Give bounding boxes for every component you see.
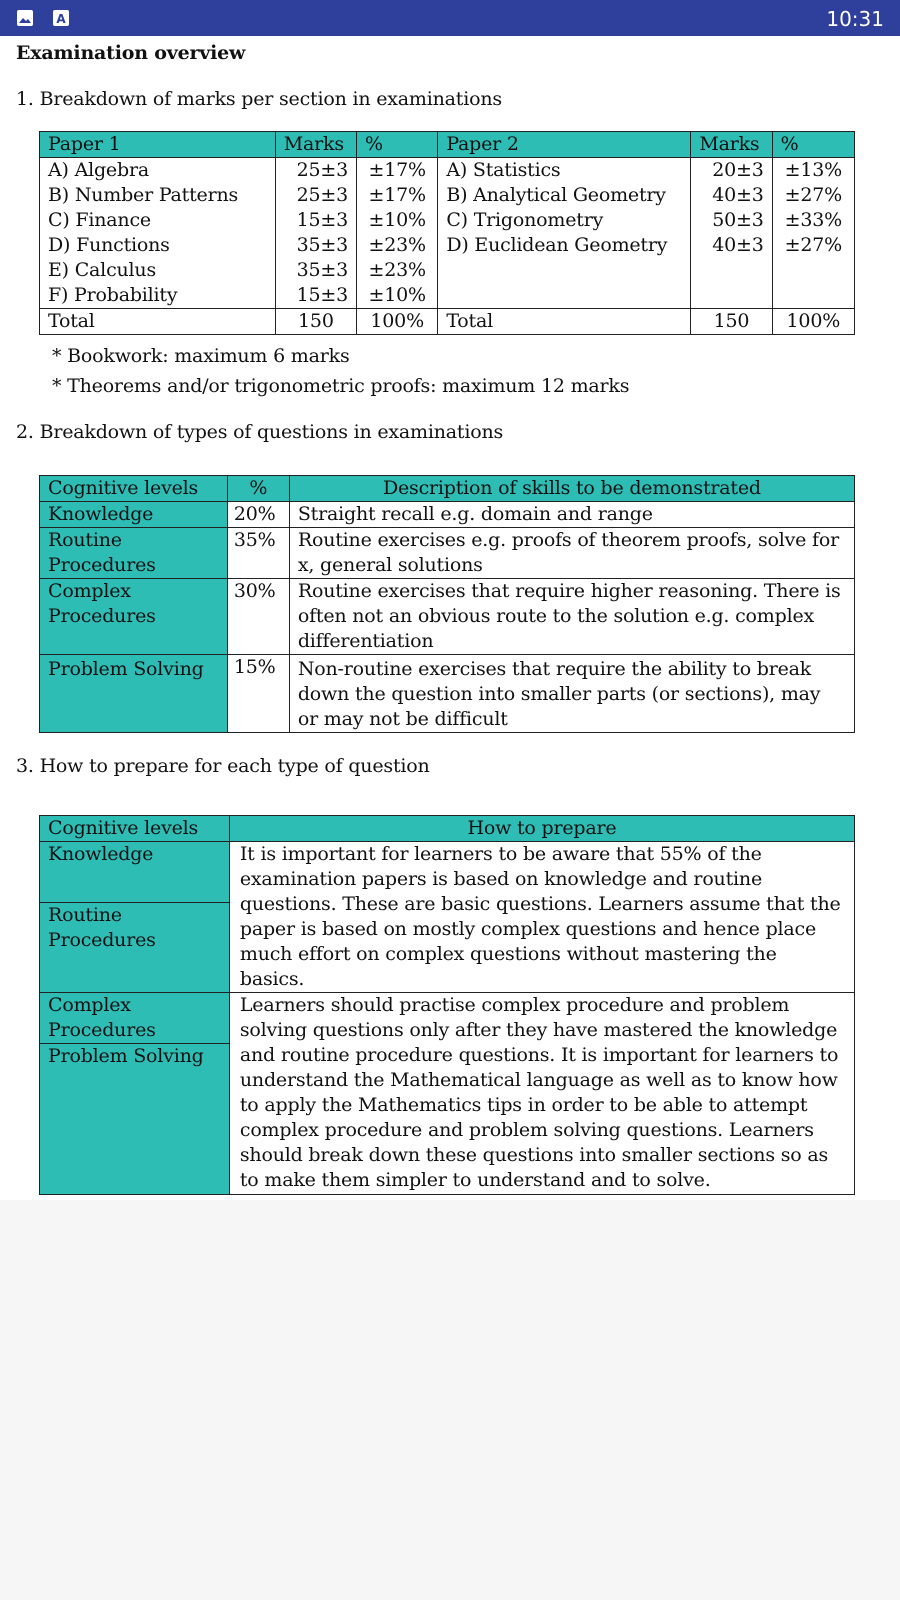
section-2-heading: 2. Breakdown of types of questions in examinations [16, 421, 504, 443]
cell: ±10% [357, 208, 438, 233]
document-page[interactable] [0, 36, 900, 1200]
cell: Non-routine exercises that require the ability to break down the question into smaller parts (or sections), may or may not be difficult [289, 655, 854, 733]
cell: Learners should practise complex procedure and problem solving questions only after they have mastered the knowledge and routine procedure questions. It is important for learners to understand the Mathematical language as well as to know how to apply the Mathematics tips in order to be able to attempt complex procedure and problem solving questions. Learners should break down these questions into smaller sections so as to make them simpler to understand and to solve. [229, 993, 854, 1195]
header-cell: Description of skills to be demonstrated [289, 476, 854, 502]
cell: D) Functions [40, 233, 276, 258]
cell: Routine Procedures [40, 528, 228, 579]
cell: ±27% [772, 233, 854, 258]
table-row [40, 579, 855, 655]
header-cell: Marks [691, 132, 772, 158]
cell: F) Probability [40, 283, 276, 309]
cell: Complex Procedures [40, 993, 230, 1044]
table-row [40, 158, 855, 184]
cell: D) Euclidean Geometry [438, 233, 691, 258]
cell: Straight recall e.g. domain and range [289, 502, 854, 528]
status-bar [0, 0, 900, 36]
font-a-icon [52, 9, 70, 27]
cell: A) Algebra [40, 158, 276, 184]
cell: Problem Solving [40, 1044, 230, 1195]
header-cell: % [357, 132, 438, 158]
cell: ±13% [772, 158, 854, 184]
cell: 100% [772, 309, 854, 335]
cell: ±17% [357, 158, 438, 184]
table-row [40, 842, 855, 903]
cell: 15±3 [275, 283, 356, 309]
cell: Complex Procedures [40, 579, 228, 655]
question-types-header [40, 476, 855, 502]
cell: Knowledge [40, 842, 230, 903]
cell: ±33% [772, 208, 854, 233]
cell: 15±3 [275, 208, 356, 233]
cell: ±10% [357, 283, 438, 309]
cell: ±23% [357, 233, 438, 258]
cell: It is important for learners to be aware that 55% of the examination papers is based on knowledge and routine questions. These are basic questions. Learners assume that the paper is based on mostly complex questions and hence place much effort on complex questions without mastering the basics. [229, 842, 854, 993]
marks-table [39, 131, 855, 335]
cell: Knowledge [40, 502, 228, 528]
header-cell: How to prepare [229, 816, 854, 842]
question-types-table [39, 475, 855, 733]
section-1-heading: 1. Breakdown of marks per section in examinations [16, 88, 502, 110]
cell: C) Trigonometry [438, 208, 691, 233]
cell: Total [40, 309, 276, 335]
cell: 40±3 [691, 183, 772, 208]
cell: Routine Procedures [40, 902, 230, 992]
table-row [40, 183, 855, 208]
table-row [40, 283, 855, 309]
cell: 35±3 [275, 233, 356, 258]
cell: ±17% [357, 183, 438, 208]
cell: B) Number Patterns [40, 183, 276, 208]
table-row [40, 258, 855, 283]
table-row [40, 502, 855, 528]
cell: 25±3 [275, 158, 356, 184]
preparation-table [39, 815, 855, 1195]
page-title: Examination overview [16, 42, 246, 64]
note-bookwork: * Bookwork: maximum 6 marks [52, 345, 350, 367]
header-cell: % [227, 476, 289, 502]
table-row [40, 528, 855, 579]
header-cell: Paper 1 [40, 132, 276, 158]
cell: ±23% [357, 258, 438, 283]
header-cell: Cognitive levels [40, 816, 230, 842]
cell: E) Calculus [40, 258, 276, 283]
cell: C) Finance [40, 208, 276, 233]
clock: 10:31 [826, 7, 884, 31]
cell: 150 [275, 309, 356, 335]
svg-text:A: A [56, 12, 66, 26]
cell: Routine exercises e.g. proofs of theorem proofs, solve for x, general solutions [289, 528, 854, 579]
cell: 150 [691, 309, 772, 335]
preparation-header [40, 816, 855, 842]
cell: 25±3 [275, 183, 356, 208]
cell: 15% [227, 655, 289, 733]
cell: 50±3 [691, 208, 772, 233]
cell [772, 283, 854, 309]
cell: Routine exercises that require higher reasoning. There is often not an obvious route to the solution e.g. complex differentiation [289, 579, 854, 655]
cell: 20% [227, 502, 289, 528]
cell: 35% [227, 528, 289, 579]
cell: 30% [227, 579, 289, 655]
total-row [40, 309, 855, 335]
cell: 35±3 [275, 258, 356, 283]
table-row [40, 208, 855, 233]
image-icon [16, 9, 34, 27]
table-row [40, 655, 855, 733]
empty-area [0, 1200, 900, 1600]
cell: 100% [357, 309, 438, 335]
cell: A) Statistics [438, 158, 691, 184]
header-cell: Cognitive levels [40, 476, 228, 502]
section-3-heading: 3. How to prepare for each type of question [16, 755, 430, 777]
cell [438, 283, 691, 309]
cell: Problem Solving [40, 655, 228, 733]
table-row [40, 233, 855, 258]
header-cell: % [772, 132, 854, 158]
cell: ±27% [772, 183, 854, 208]
table-row [40, 993, 855, 1044]
header-cell: Marks [275, 132, 356, 158]
cell [691, 258, 772, 283]
marks-table-header [40, 132, 855, 158]
cell [772, 258, 854, 283]
cell: 40±3 [691, 233, 772, 258]
header-cell: Paper 2 [438, 132, 691, 158]
cell: B) Analytical Geometry [438, 183, 691, 208]
cell: Total [438, 309, 691, 335]
cell: 20±3 [691, 158, 772, 184]
cell [438, 258, 691, 283]
note-theorems: * Theorems and/or trigonometric proofs: maximum 12 marks [52, 375, 630, 397]
cell [691, 283, 772, 309]
